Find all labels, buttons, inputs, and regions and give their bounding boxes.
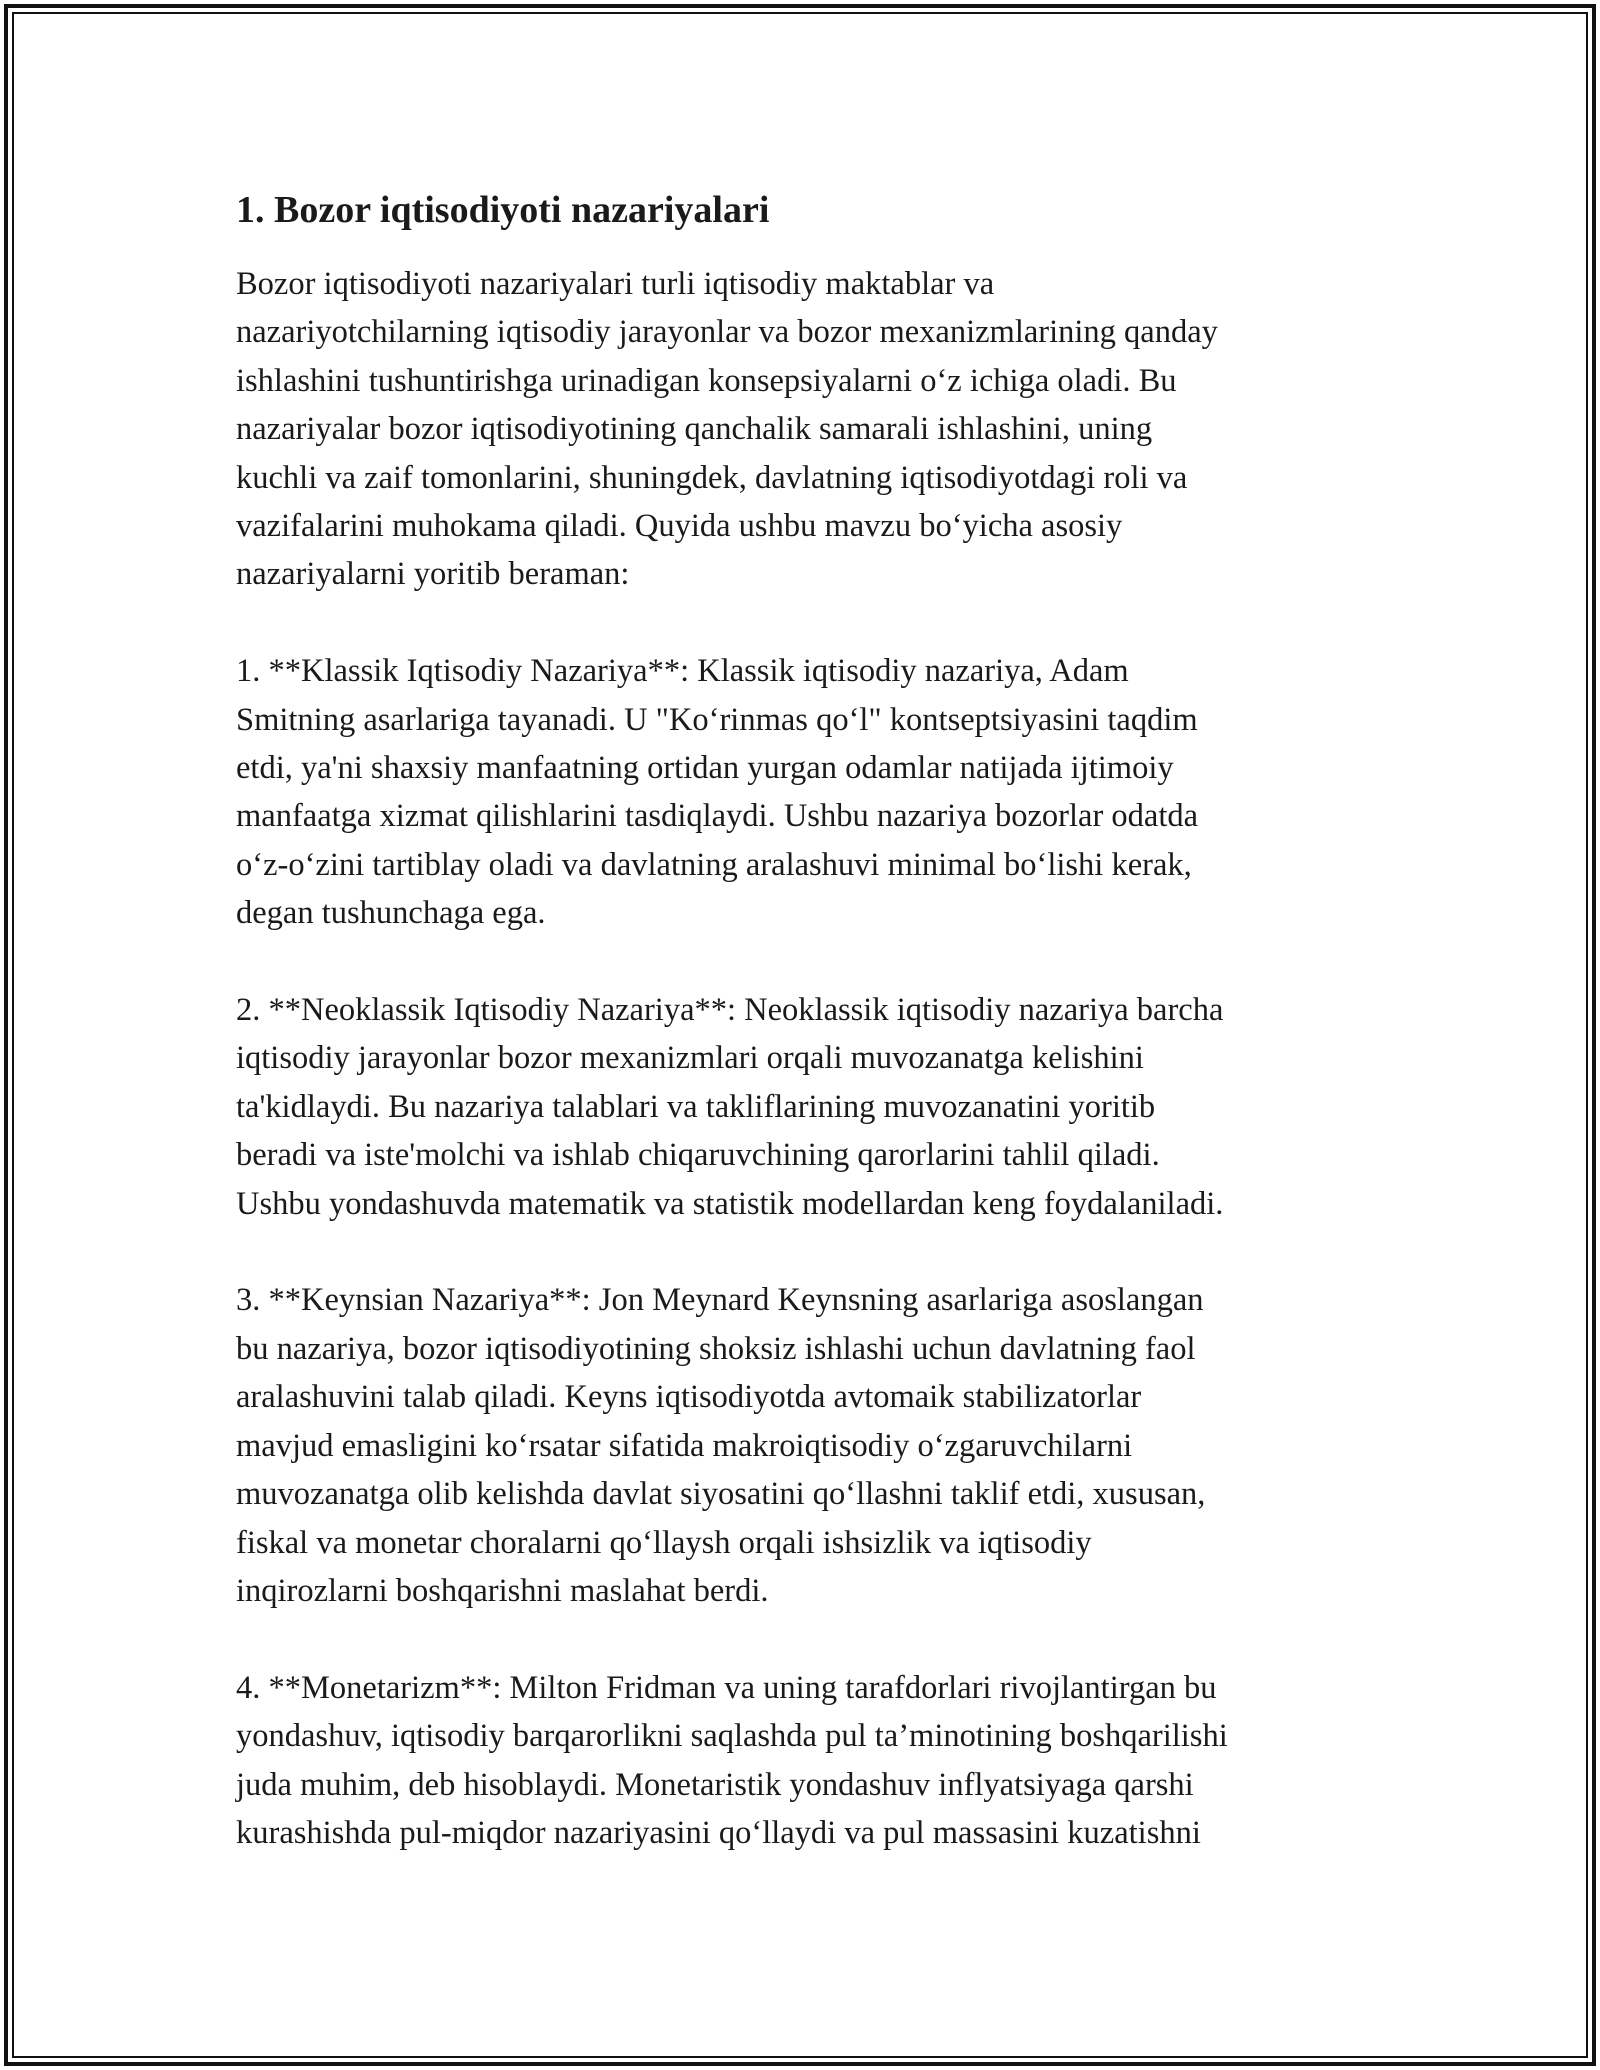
document-body — [236, 186, 1366, 1857]
section-heading: 1. Bozor iqtisodiyoti nazariyalari — [236, 189, 770, 231]
monetarism-paragraph: 4. **Monetarizm**: Milton Fridman va uning tarafdorlari rivojlantirgan bu yondashuv, iqtisodiy barqarorlikni saqlashda pul ta’minotining boshqarilishi juda muhim, deb hisoblaydi. Monetaristik yondashuv inflyatsiyaga qarshi kurashishda pul-miqdor nazariyasini qo‘llaydi va pul massasini kuzatishni — [236, 1669, 1228, 1851]
intro-paragraph: Bozor iqtisodiyoti nazariyalari turli iqtisodiy maktablar va nazariyotchilarning iqtisodiy jarayonlar va bozor mexanizmlarining qanday ishlashini tushuntirishga urinadigan konsepsiyalarni o‘z ichiga oladi. Bu nazariyalar bozor iqtisodiyotining qanchalik samarali ishlashini, uning kuchli va zaif tomonlarini, shuningdek, davlatning iqtisodiyotdagi roli va vazifalarini muhokama qiladi. Quyida ushbu mavzu bo‘yicha asosiy nazariyalarni yoritib beraman: — [236, 266, 1218, 593]
paragraph-gap — [236, 1615, 1366, 1663]
neoclassical-theory-paragraph: 2. **Neoklassik Iqtisodiy Nazariya**: Neoklassik iqtisodiy nazariya barcha iqtisodiy jarayonlar bozor mexanizmlari orqali muvozanatga kelishini ta'kidlaydi. Bu nazariya talablari va takliflarining muvozanatini yoritib beradi va iste'molchi va ishlab chiqaruvchining qarorlarini tahlil qiladi. Ushbu yondashuvda matematik va statistik modellardan keng foydalaniladi. — [236, 992, 1224, 1222]
paragraph-gap — [236, 599, 1366, 647]
paragraph-gap — [236, 1228, 1366, 1276]
classical-theory-paragraph: 1. **Klassik Iqtisodiy Nazariya**: Klassik iqtisodiy nazariya, Adam Smitning asarlariga tayanadi. U "Ko‘rinmas qo‘l" kontseptsiyasini taqdim etdi, ya'ni shaxsiy manfaatning ortidan yurgan odamlar natijada ijtimoiy manfaatga xizmat qilishlarini tasdiqlaydi. Ushbu nazariya bozorlar odatda o‘z-o‘zini tartiblay oladi va davlatning aralashuvi minimal bo‘lishi kerak, degan tushunchaga ega. — [236, 653, 1199, 932]
paragraph-gap — [236, 938, 1366, 986]
keynesian-theory-paragraph: 3. **Keynsian Nazariya**: Jon Meynard Keynsning asarlariga asoslangan bu nazariya, bozor iqtisodiyotining shoksiz ishlashi uchun davlatning faol aralashuvini talab qiladi. Keyns iqtisodiyotda avtomaik stabilizatorlar mavjud emasligini ko‘rsatar sifatida makroiqtisodiy o‘zgaruvchilarni muvozanatga olib kelishda davlat siyosatini qo‘llashni taklif etdi, xususan, fiskal va monetar choralarni qo‘llaysh orqali ishsizlik va iqtisodiy inqirozlarni boshqarishni maslahat berdi. — [236, 1282, 1206, 1609]
